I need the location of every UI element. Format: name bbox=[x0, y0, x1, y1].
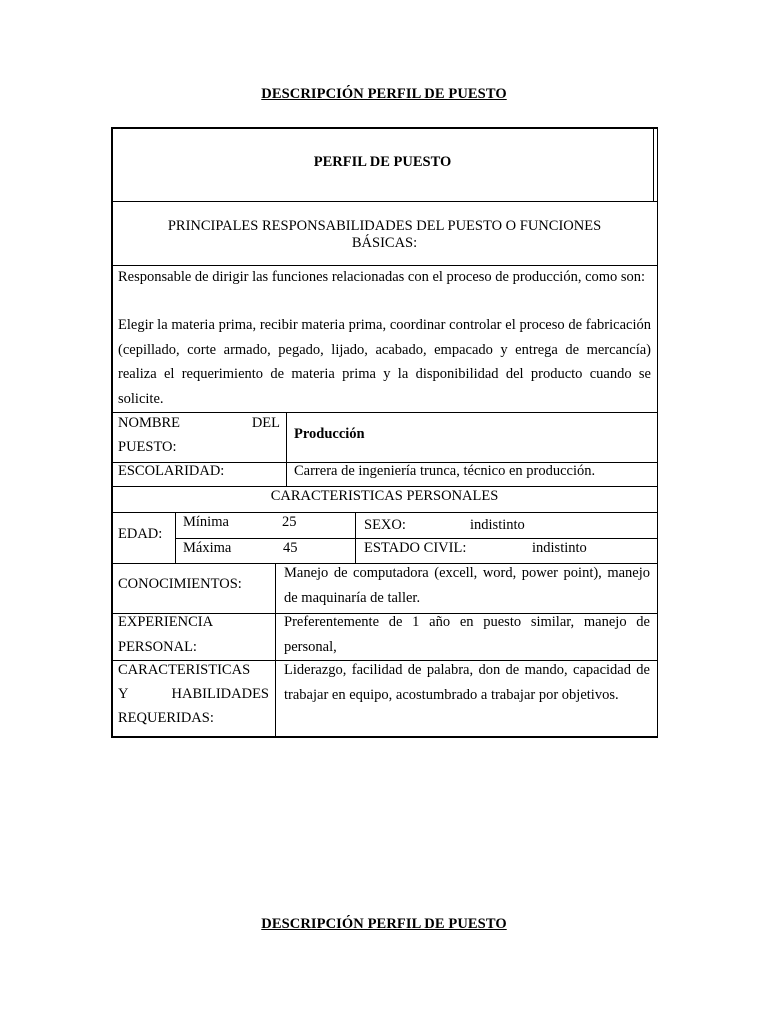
caracteristicas-heading: CARACTERISTICAS PERSONALES bbox=[270, 488, 499, 504]
sexo-label: SEXO: bbox=[364, 517, 406, 533]
table-border-left bbox=[111, 127, 113, 738]
nombre-label-line: PUESTO: bbox=[118, 439, 177, 455]
conocimientos-label: CONOCIMIENTOS: bbox=[118, 576, 242, 592]
table-border-bottom bbox=[111, 736, 658, 738]
habilidades-label-word: HABILIDADES bbox=[171, 686, 269, 702]
table-rule-vertical bbox=[355, 512, 356, 564]
table-rule-vertical bbox=[286, 412, 287, 487]
minima-label: Mínima bbox=[183, 514, 229, 530]
table-border-right-double bbox=[653, 127, 654, 202]
table-border-top bbox=[111, 127, 658, 129]
sexo-value: indistinto bbox=[470, 517, 525, 533]
habilidades-label-line: REQUERIDAS: bbox=[118, 710, 214, 726]
habilidades-label-line bbox=[118, 682, 269, 707]
escolaridad-value: Carrera de ingeniería trunca, técnico en producción. bbox=[294, 463, 596, 479]
habilidades-label-word: Y bbox=[118, 686, 129, 702]
maxima-value: 45 bbox=[283, 540, 298, 556]
table-border-right bbox=[657, 127, 659, 738]
nombre-label-line bbox=[118, 411, 280, 436]
estado-civil-label: ESTADO CIVIL: bbox=[364, 540, 467, 556]
conocimientos-value: Manejo de computadora (excell, word, power point), manejo de maquinaría de taller. bbox=[284, 565, 650, 606]
responsibilities-text-2: Elegir la materia prima, recibir materia prima, coordinar controlar el proceso de fabricación (cepillado, corte armado, pegado, lijado, acabado, empacado y entrega de mercancía) realiza el requerimiento de materia prima y la disponibilidad del producto cuando se solicite. bbox=[118, 317, 651, 407]
nombre-value: Producción bbox=[294, 426, 365, 442]
habilidades-value: Liderazgo, facilidad de palabra, don de mando, capacidad de trabajar en equipo, acostumbrado a trabajar por objetivos. bbox=[284, 662, 650, 703]
document-title-repeat: DESCRIPCIÓN PERFIL DE PUESTO bbox=[261, 916, 507, 932]
nombre-label-word: NOMBRE bbox=[118, 415, 181, 431]
experiencia-value: Preferentemente de 1 año en puesto similar, manejo de personal, bbox=[284, 614, 650, 655]
escolaridad-label: ESCOLARIDAD: bbox=[118, 463, 225, 479]
minima-value: 25 bbox=[282, 514, 297, 530]
table-rule-vertical bbox=[175, 512, 176, 564]
nombre-label-word: DEL bbox=[251, 415, 280, 431]
estado-civil-value: indistinto bbox=[532, 540, 587, 556]
maxima-label: Máxima bbox=[183, 540, 232, 556]
responsibilities-text-1: Responsable de dirigir las funciones relacionadas con el proceso de producción, como son: bbox=[118, 269, 646, 285]
experiencia-label: EXPERIENCIA PERSONAL: bbox=[118, 614, 213, 655]
document-title: DESCRIPCIÓN PERFIL DE PUESTO bbox=[261, 86, 507, 102]
edad-label: EDAD: bbox=[118, 526, 163, 542]
table-header: PERFIL DE PUESTO bbox=[313, 154, 452, 170]
habilidades-label-line: CARACTERISTICAS bbox=[118, 662, 251, 678]
table-rule-vertical bbox=[275, 563, 276, 738]
table-rule bbox=[111, 201, 658, 202]
responsibilities-heading: PRINCIPALES RESPONSABILIDADES DEL PUESTO O FUNCIONES BÁSICAS: bbox=[167, 218, 602, 251]
